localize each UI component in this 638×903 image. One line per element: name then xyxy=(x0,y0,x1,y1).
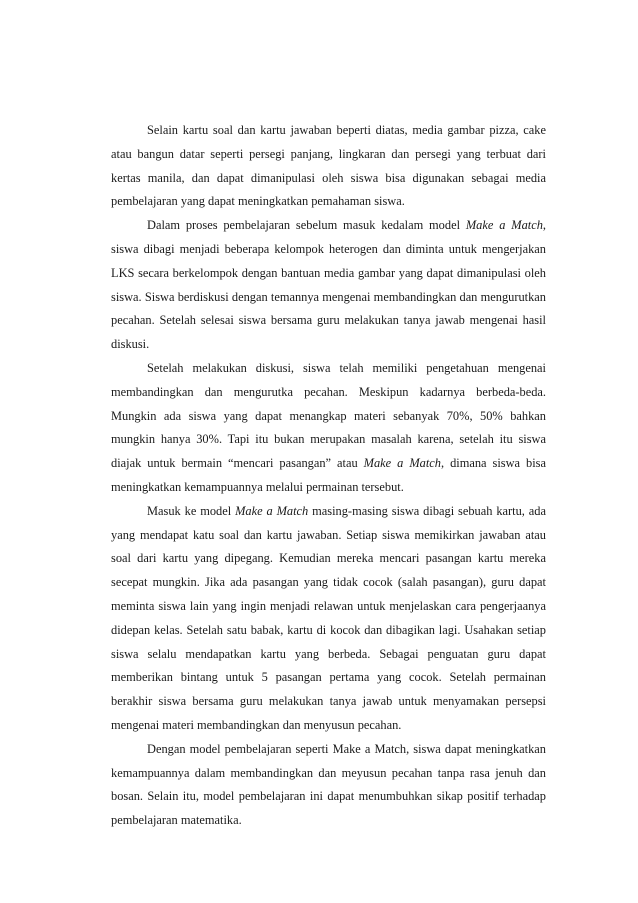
paragraph-4 xyxy=(111,500,546,738)
paragraph-5-text: Dengan model pembelajaran seperti Make a Match, siswa dapat meningkatkan kemampuannya dalam membandingkan dan meyusun pecahan tanpa rasa jenuh dan bosan. Selain itu, model pembelajaran ini dapat menumbuhkan sikap positif terhadap pembelajaran matematika. xyxy=(111,741,546,828)
paragraph-3 xyxy=(111,357,546,500)
paragraph-5 xyxy=(111,738,546,833)
paragraph-1 xyxy=(111,119,546,214)
paragraph-2 xyxy=(111,214,546,357)
paragraph-3-text-a: Setelah melakukan diskusi, siswa telah memiliki pengetahuan mengenai membandingkan dan mengurutka pecahan. Meskipun kadarnya berbeda-beda. Mungkin ada siswa yang dapat menangkap materi sebanyak 70%, 50% bahkan mungkin hanya 30%. Tapi itu bukan merupakan masalah karena, setelah itu siswa diajak untuk bermain “mencari pasangan” atau xyxy=(111,360,546,471)
paragraph-3-italic-term: Make a Match xyxy=(363,456,441,471)
paragraph-1-text: Selain kartu soal dan kartu jawaban beperti diatas, media gambar pizza, cake atau bangun datar seperti persegi panjang, lingkaran dan persegi yang terbuat dari kertas manila, dan dapat dimanipulasi oleh siswa bisa digunakan sebagai media pembelajaran yang dapat meningkatkan pemahaman siswa. xyxy=(111,123,546,209)
paragraph-4-italic-term: Make a Match xyxy=(235,503,309,518)
paragraph-4-text-b: masing-masing siswa dibagi sebuah kartu, ada yang mendapat katu soal dan kartu jawaban. Setiap siswa memikirkan jawaban atau soal dari kartu yang dipegang. Kemudian mereka mencari pasangan kartu mereka secepat mungkin. Jika ada pasangan yang tidak cocok (salah pasangan), guru dapat meminta siswa lain yang ingin menjadi relawan untuk menjelaskan cara pengerjaanya didepan kelas. Setelah satu babak, kartu di kocok dan dibagikan lagi. Usahakan setiap siswa selalu mendapatkan kartu yang berbeda. Sebagai penguatan guru dapat memberikan bintang untuk 5 pasangan pertama yang cocok. Setelah permainan berakhir siswa bersama guru melakukan tanya jawab untuk menyamakan persepsi mengenai materi membandingkan dan menyusun pecahan. xyxy=(111,503,546,732)
paragraph-2-text-a: Dalam proses pembelajaran sebelum masuk kedalam model xyxy=(147,218,466,233)
paragraph-3-text-b: , dimana siswa bisa meningkatkan kemampuannya melalui permainan tersebut. xyxy=(111,456,546,494)
paragraph-2-italic-term: Make a Match xyxy=(465,218,543,233)
body-text xyxy=(111,119,546,833)
paragraph-4-text-a: Masuk ke model xyxy=(147,503,236,518)
paragraph-2-text-b: , siswa dibagi menjadi beberapa kelompok heterogen dan diminta untuk mengerjakan LKS secara berkelompok dengan bantuan media gambar yang dapat dimanipulasi oleh siswa. Siswa berdiskusi dengan temannya mengenai membandingkan dan mengurutkan pecahan. Setelah selesai siswa bersama guru melakukan tanya jawab mengenai hasil diskusi. xyxy=(111,218,547,352)
